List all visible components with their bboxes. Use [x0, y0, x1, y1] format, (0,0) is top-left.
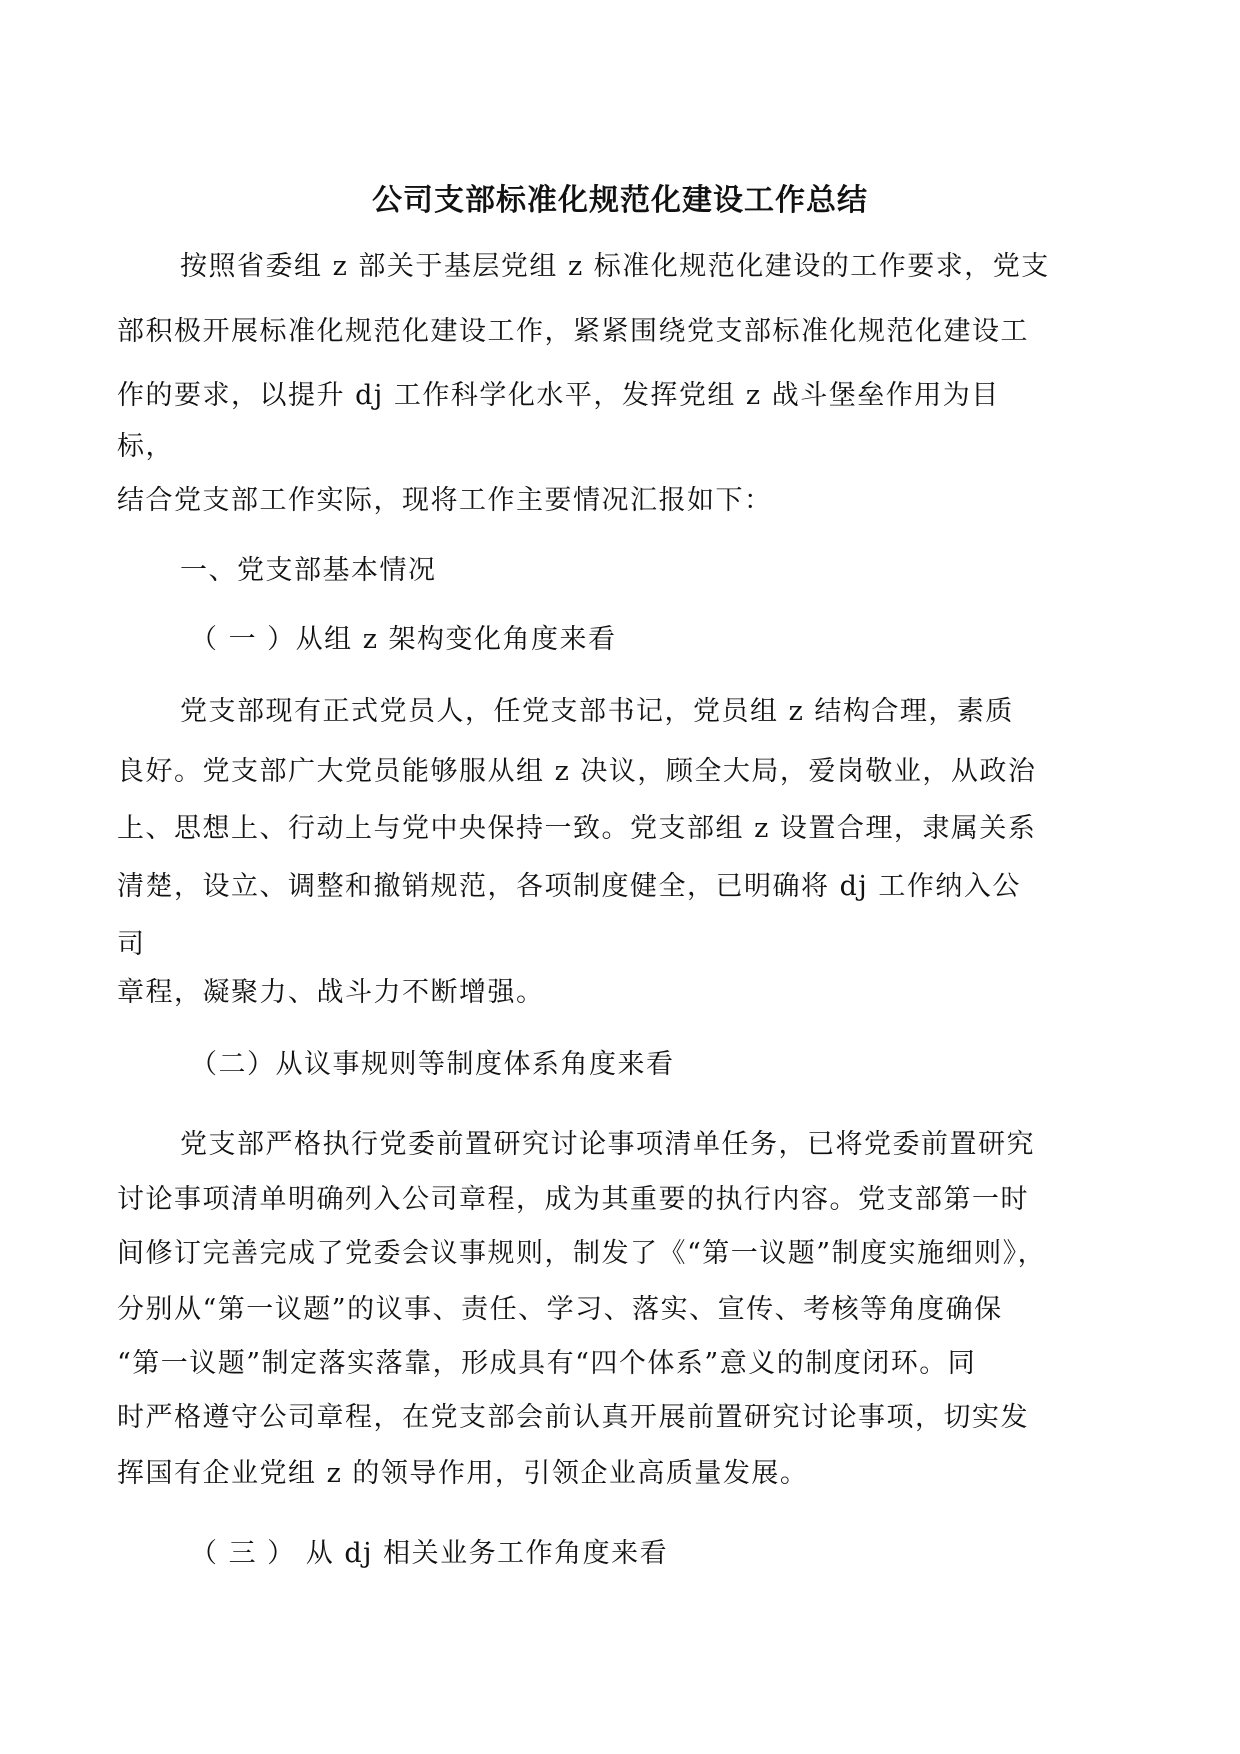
paragraph-line: 作的要求，以提升 dj 工作科学化水平，发挥党组 z 战斗堡垒作用为目 — [117, 380, 1000, 411]
subsection-heading: （ 三 ） 从 dj 相关业务工作角度来看 — [190, 1538, 669, 1569]
paragraph-line: 部积极开展标准化规范化建设工作，紧紧围绕党支部标准化规范化建设工 — [117, 316, 1029, 347]
paragraph-line: 间修订完善完成了党委会议事规则，制发了《“第一议题”制度实施细则》， — [117, 1238, 1047, 1269]
paragraph-line: 讨论事项清单明确列入公司章程，成为其重要的执行内容。党支部第一时 — [117, 1184, 1029, 1215]
paragraph-line: 良好。党支部广大党员能够服从组 z 决议，顾全大局，爱岗敬业，从政治 — [117, 756, 1037, 787]
paragraph-line: 挥国有企业党组 z 的领导作用，引领企业高质量发展。 — [117, 1458, 809, 1489]
subsection-heading: （ 一 ）从组 z 架构变化角度来看 — [190, 624, 617, 655]
section-heading: 一、党支部基本情况 — [180, 555, 437, 586]
paragraph-line: 章程，凝聚力、战斗力不断增强。 — [117, 977, 545, 1008]
paragraph-line: 上、思想上、行动上与党中央保持一致。党支部组 z 设置合理，隶属关系 — [117, 813, 1037, 844]
paragraph-line: 清楚，设立、调整和撤销规范，各项制度健全，已明确将 dj 工作纳入公 — [117, 871, 1021, 902]
document-title: 公司支部标准化规范化建设工作总结 — [372, 183, 868, 218]
subsection-heading: （二）从议事规则等制度体系角度来看 — [190, 1049, 675, 1080]
paragraph-line: 党支部现有正式党员人，任党支部书记，党员组 z 结构合理，素质 — [180, 696, 1014, 727]
paragraph-line: 司 — [117, 929, 146, 960]
paragraph-line: 时严格遵守公司章程，在党支部会前认真开展前置研究讨论事项，切实发 — [117, 1402, 1029, 1433]
paragraph-line: 党支部严格执行党委前置研究讨论事项清单任务，已将党委前置研究 — [180, 1129, 1035, 1160]
paragraph-line: “第一议题”制定落实落靠，形成具有“四个体系”意义的制度闭环。同 — [117, 1348, 977, 1379]
paragraph-line: 标， — [117, 431, 174, 462]
paragraph-line: 按照省委组 z 部关于基层党组 z 标准化规范化建设的工作要求，党支 — [180, 251, 1050, 282]
paragraph-line: 结合党支部工作实际，现将工作主要情况汇报如下： — [117, 485, 773, 516]
paragraph-line: 分别从“第一议题”的议事、责任、学习、落实、宣传、考核等角度确保 — [117, 1294, 1003, 1325]
